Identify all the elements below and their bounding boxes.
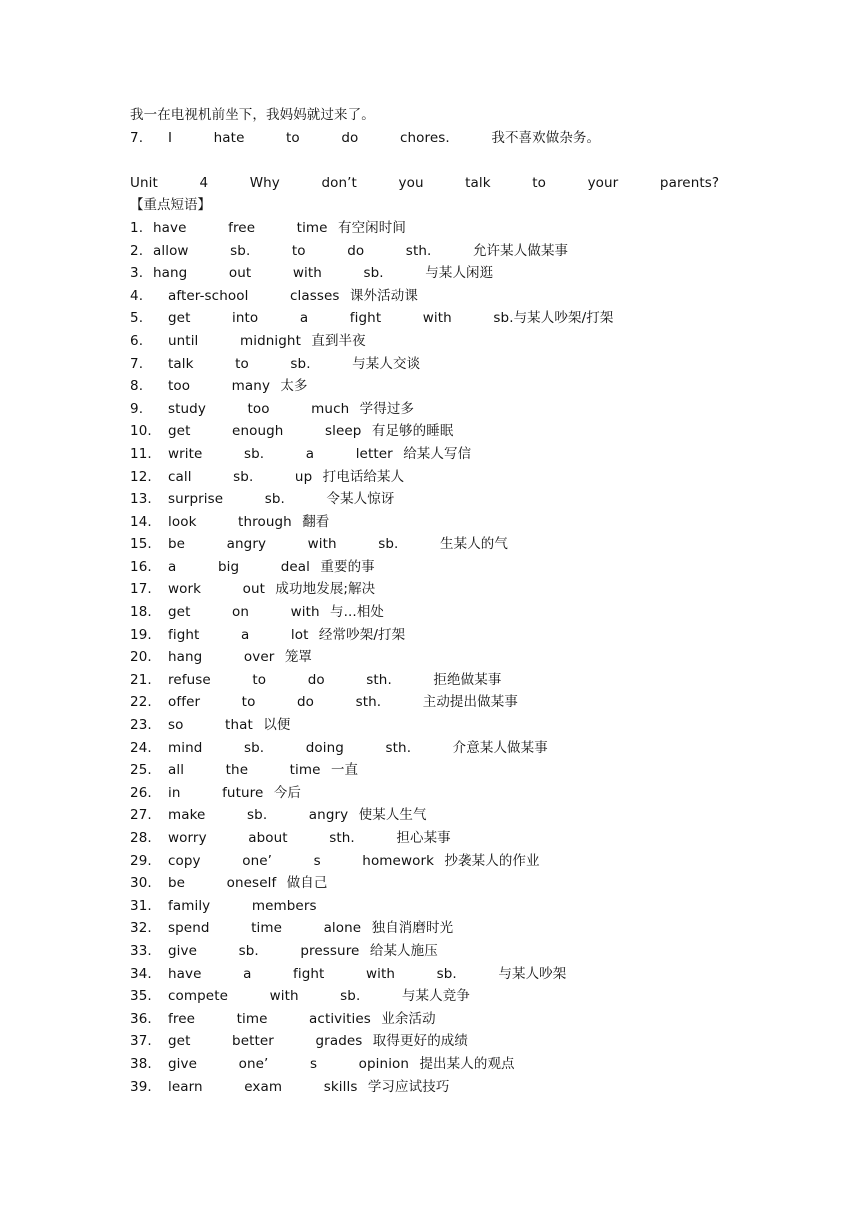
phrase-text: free time activities 业余活动 xyxy=(168,1010,436,1027)
phrase-number: 36. xyxy=(130,1010,152,1027)
phrase-number: 19. xyxy=(130,626,152,643)
phrase-item xyxy=(130,1076,810,1099)
phrase-number: 29. xyxy=(130,852,152,869)
phrase-item xyxy=(130,737,810,760)
phrase-number: 35. xyxy=(130,988,152,1005)
section-heading: 【重点短语】 xyxy=(130,197,211,214)
phrase-number: 10. xyxy=(130,423,152,440)
phrase-item xyxy=(130,804,810,827)
phrase-number: 14. xyxy=(130,513,152,530)
phrase-item xyxy=(130,556,810,579)
phrase-item xyxy=(130,669,810,692)
phrase-item xyxy=(130,511,810,534)
phrase-text: in future 今后 xyxy=(168,784,301,801)
phrase-number: 25. xyxy=(130,762,152,779)
intro-sentence: 我一在电视机前坐下，我妈妈就过来了。 xyxy=(130,107,375,123)
phrase-number: 17. xyxy=(130,581,152,598)
phrase-text: be angry with sb. 生某人的气 xyxy=(168,536,509,553)
phrase-item xyxy=(130,466,810,489)
phrase-item xyxy=(130,782,810,805)
phrase-number: 39. xyxy=(130,1078,152,1095)
phrase-text: a big deal 重要的事 xyxy=(168,558,375,575)
phrase-item xyxy=(130,827,810,850)
phrase-number: 27. xyxy=(130,807,152,824)
intro-item-7 xyxy=(130,127,810,150)
phrase-number: 3. xyxy=(130,265,144,282)
phrase-item xyxy=(130,375,810,398)
phrase-number: 11. xyxy=(130,445,152,462)
phrase-number: 5. xyxy=(130,310,144,327)
phrase-number: 16. xyxy=(130,558,152,575)
phrase-number: 20. xyxy=(130,649,152,666)
phrase-item xyxy=(130,217,810,240)
phrase-item xyxy=(130,601,810,624)
phrase-text: talk to sb. 与某人交谈 xyxy=(168,355,421,372)
phrase-number: 4. xyxy=(130,287,144,304)
phrase-text: get enough sleep 有足够的睡眠 xyxy=(168,423,454,440)
phrase-number: 33. xyxy=(130,942,152,959)
phrase-item xyxy=(130,285,810,308)
phrase-text: learn exam skills 学习应试技巧 xyxy=(168,1078,450,1095)
phrase-item xyxy=(130,1008,810,1031)
unit-title: Unit 4 Why don’t you talk to your parents? xyxy=(130,174,720,191)
phrase-text: be oneself 做自己 xyxy=(168,875,328,892)
phrase-number: 21. xyxy=(130,671,152,688)
phrase-text: give sb. pressure 给某人施压 xyxy=(168,942,438,959)
phrase-text: too many 太多 xyxy=(168,378,308,395)
phrase-text: after-school classes 课外活动课 xyxy=(168,287,418,304)
phrase-item xyxy=(130,872,810,895)
phrase-text: have a fight with sb. 与某人吵架 xyxy=(168,965,567,982)
phrase-number: 1. xyxy=(130,219,144,236)
phrase-text: refuse to do sth. 拒绝做某事 xyxy=(168,671,502,688)
phrase-text: give one’ s opinion 提出某人的观点 xyxy=(168,1055,515,1072)
phrase-item xyxy=(130,917,810,940)
phrase-text: hang out with sb. 与某人闲逛 xyxy=(153,265,494,282)
phrase-list xyxy=(130,217,810,1098)
phrase-item xyxy=(130,353,810,376)
phrase-text: offer to do sth. 主动提出做某事 xyxy=(168,694,518,711)
phrase-text: work out 成功地发展;解决 xyxy=(168,581,376,598)
phrase-item xyxy=(130,985,810,1008)
phrase-number: 12. xyxy=(130,468,152,485)
phrase-item xyxy=(130,307,810,330)
phrase-item xyxy=(130,940,810,963)
phrase-item xyxy=(130,488,810,511)
phrase-text: hang over 笼罩 xyxy=(168,649,313,666)
phrase-number: 8. xyxy=(130,378,144,395)
phrase-item xyxy=(130,850,810,873)
phrase-text: mind sb. doing sth. 介意某人做某事 xyxy=(168,739,548,756)
phrase-text: have free time 有空闲时间 xyxy=(153,219,406,236)
item-number: 7. xyxy=(130,129,144,146)
phrase-number: 6. xyxy=(130,332,144,349)
phrase-number: 7. xyxy=(130,355,144,372)
phrase-item xyxy=(130,963,810,986)
phrase-text: make sb. angry 使某人生气 xyxy=(168,807,427,824)
phrase-item xyxy=(130,398,810,421)
phrase-text: compete with sb. 与某人竞争 xyxy=(168,988,470,1005)
phrase-item xyxy=(130,895,810,918)
document-page xyxy=(130,104,810,1098)
phrase-text: copy one’ s homework 抄袭某人的作业 xyxy=(168,852,540,869)
phrase-item xyxy=(130,533,810,556)
phrase-number: 28. xyxy=(130,830,152,846)
phrase-item xyxy=(130,262,810,285)
phrase-item xyxy=(130,443,810,466)
phrase-text: surprise sb. 令某人惊讶 xyxy=(168,491,395,508)
phrase-text: until midnight 直到半夜 xyxy=(168,332,366,349)
phrase-number: 2. xyxy=(130,242,144,259)
phrase-number: 9. xyxy=(130,400,144,417)
phrase-text: get on with 与...相处 xyxy=(168,604,385,621)
phrase-text: all the time 一直 xyxy=(168,762,359,779)
phrase-text: study too much 学得过多 xyxy=(168,400,415,417)
item-text: I hate to do chores. 我不喜欢做杂务。 xyxy=(168,129,601,146)
phrase-item xyxy=(130,240,810,263)
spacer xyxy=(130,149,810,172)
phrase-text: write sb. a letter 给某人写信 xyxy=(168,445,472,462)
phrase-number: 32. xyxy=(130,920,152,937)
phrase-text: get better grades 取得更好的成绩 xyxy=(168,1033,469,1050)
phrase-number: 37. xyxy=(130,1033,152,1050)
phrase-text: fight a lot 经常吵架/打架 xyxy=(168,626,406,643)
phrase-item xyxy=(130,646,810,669)
phrase-number: 15. xyxy=(130,536,152,553)
phrase-item xyxy=(130,714,810,737)
phrase-item xyxy=(130,691,810,714)
phrase-text: worry about sth. 担心某事 xyxy=(168,830,451,846)
phrase-item xyxy=(130,759,810,782)
phrase-number: 26. xyxy=(130,784,152,801)
phrase-item xyxy=(130,624,810,647)
phrase-item xyxy=(130,420,810,443)
phrase-text: get into a fight with sb.与某人吵架/打架 xyxy=(168,310,614,327)
phrase-text: call sb. up 打电话给某人 xyxy=(168,468,405,485)
phrase-text: look through 翻看 xyxy=(168,513,330,530)
phrase-item xyxy=(130,1030,810,1053)
phrase-text: spend time alone 独自消磨时光 xyxy=(168,920,454,937)
phrase-item xyxy=(130,1053,810,1076)
phrase-text: family members xyxy=(168,897,317,914)
phrase-text: allow sb. to do sth. 允许某人做某事 xyxy=(153,242,569,259)
phrase-number: 24. xyxy=(130,739,152,756)
phrase-number: 13. xyxy=(130,491,152,508)
phrase-number: 38. xyxy=(130,1055,152,1072)
phrase-number: 30. xyxy=(130,875,152,892)
phrase-item xyxy=(130,578,810,601)
phrase-number: 18. xyxy=(130,604,152,621)
phrase-text: so that 以便 xyxy=(168,717,291,734)
phrase-item xyxy=(130,330,810,353)
phrase-number: 23. xyxy=(130,717,152,734)
phrase-number: 22. xyxy=(130,694,152,711)
phrase-number: 34. xyxy=(130,965,152,982)
phrase-number: 31. xyxy=(130,897,152,914)
